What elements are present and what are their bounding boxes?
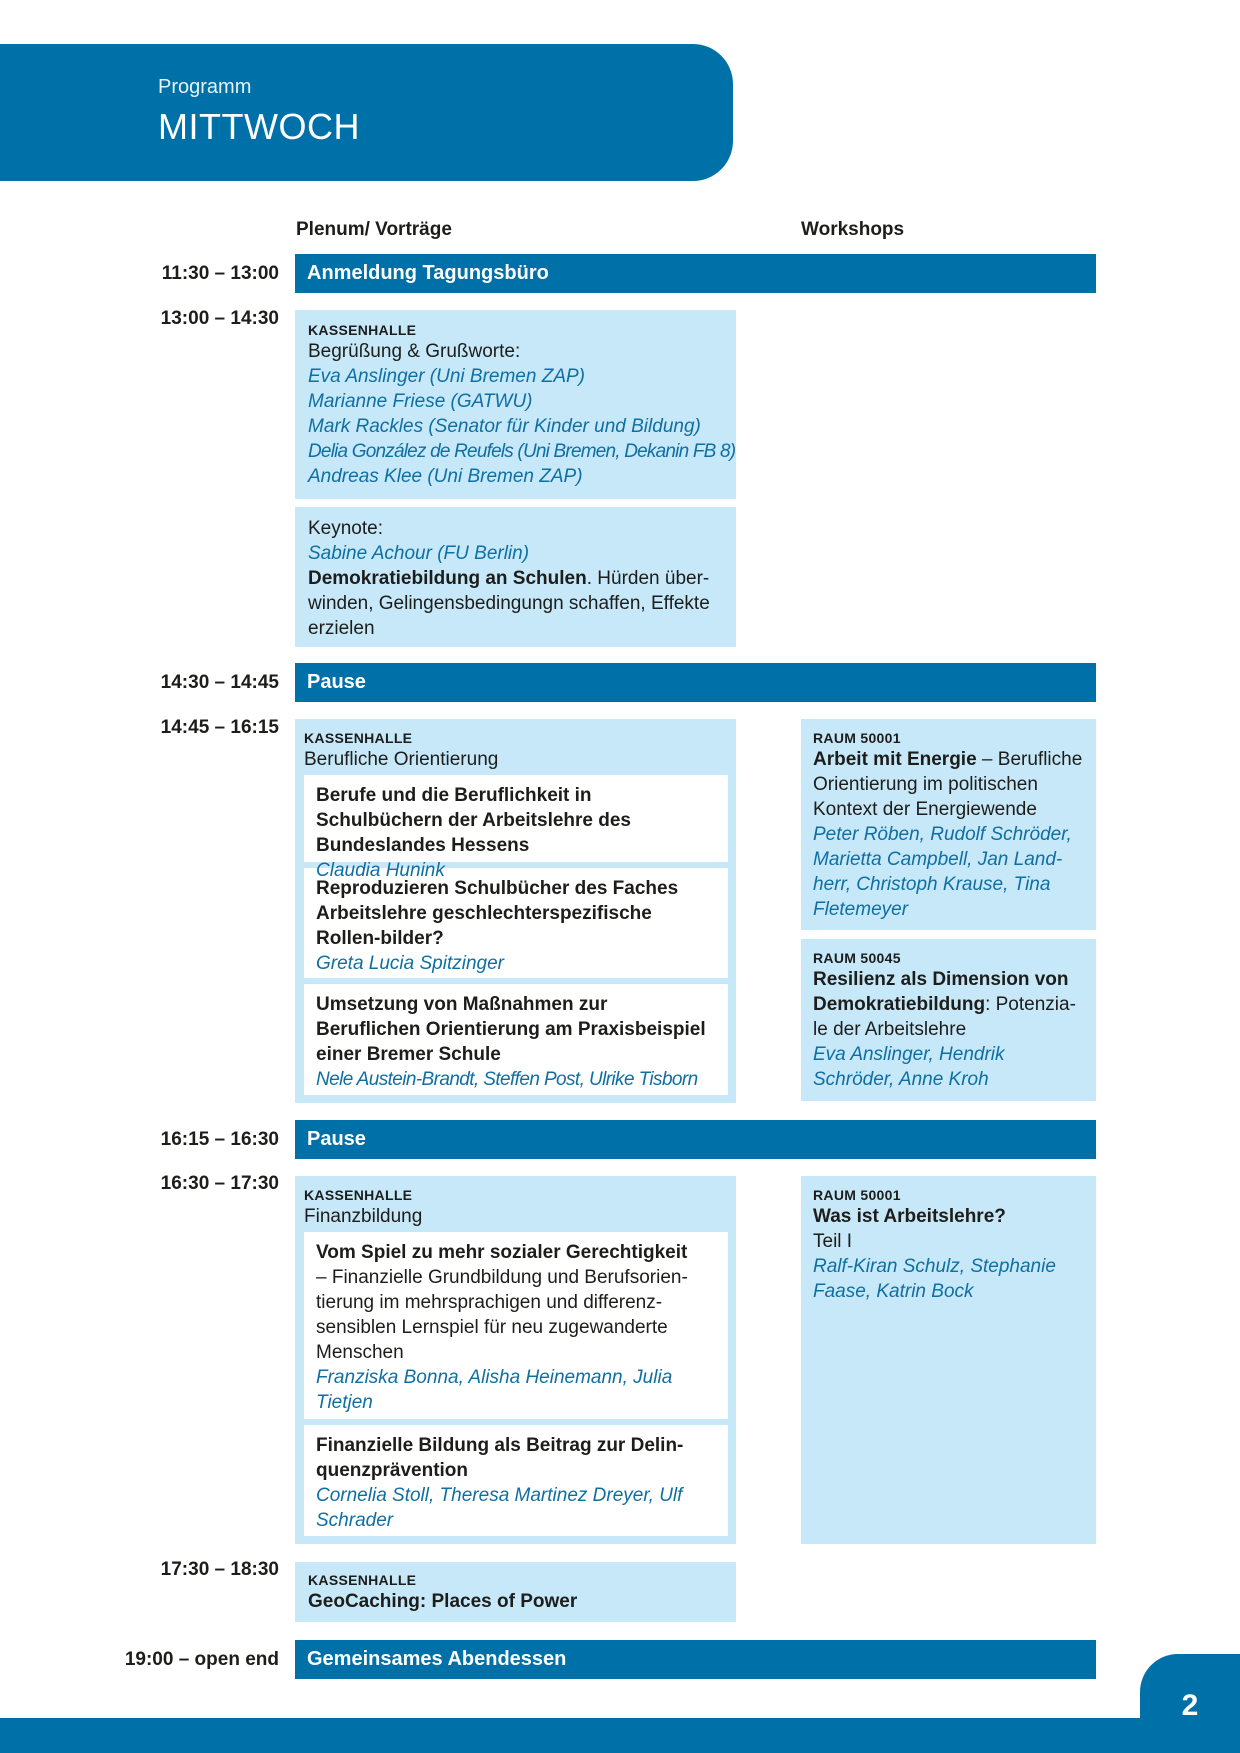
session-topic: Finanzbildung [304, 1206, 423, 1227]
room-label: KASSENHALLE [304, 1187, 413, 1203]
talk-card [304, 868, 728, 978]
room-label: KASSENHALLE [308, 322, 417, 338]
geocaching-box [295, 1562, 736, 1622]
talk-title: Umsetzung von Maßnahmen zur Beruflichen Orientierung am Praxisbeispiel einer Bremer Schule [316, 994, 706, 1065]
workshop-authors: Ralf-Kiran Schulz, Stephanie Faase, Katrin Bock [813, 1256, 1056, 1302]
speaker: Andreas Klee (Uni Bremen ZAP) [308, 466, 583, 487]
workshop-box [801, 719, 1096, 930]
talk-card [304, 1232, 728, 1419]
session-title: GeoCaching: Places of Power [308, 1591, 578, 1612]
talk-authors: Nele Austein-Brandt, Steffen Post, Ulrike Tisborn [316, 1069, 698, 1090]
column-heading-workshops: Workshops [801, 219, 905, 240]
time-slot: 16:15 – 16:30 [160, 1129, 279, 1150]
time-slot: 11:30 – 13:00 [161, 263, 279, 284]
band-pause: Pause [295, 1120, 1096, 1159]
header-banner [0, 44, 733, 181]
talk-authors: Cornelia Stoll, Theresa Martinez Dreyer, Ulf Schrader [316, 1485, 683, 1531]
keynote-title-bold: Demokratiebildung an Schulen [308, 568, 587, 589]
workshop-title-bold: Arbeit mit Energie [813, 749, 977, 770]
room-label: KASSENHALLE [304, 730, 413, 746]
time-slot: 19:00 – open end [124, 1649, 279, 1670]
talk-title: Finanzielle Bildung als Beitrag zur Delin-quenzprävention [316, 1435, 684, 1481]
room-label: RAUM 50001 [813, 730, 901, 746]
talk-authors: Greta Lucia Spitzinger [316, 953, 504, 974]
welcome-box [295, 310, 736, 499]
talk-title: Berufe und die Beruflichkeit in Schulbüchern der Arbeitslehre des Bundeslandes Hessens [316, 785, 631, 856]
talk-card [304, 984, 728, 1095]
session-box-berufliche-orientierung [295, 719, 736, 1103]
session-box-finanzbildung [295, 1176, 736, 1544]
workshop-title [813, 747, 1086, 822]
page-title: MITTWOCH [158, 106, 360, 147]
workshop-title: Was ist Arbeitslehre? [813, 1206, 1006, 1227]
speaker: Sabine Achour (FU Berlin) [308, 543, 530, 564]
session-title: Begrüßung & Grußworte: [308, 341, 521, 362]
room-label: KASSENHALLE [308, 1572, 417, 1588]
time-slot: 16:30 – 17:30 [160, 1173, 279, 1194]
keynote-box [295, 507, 736, 647]
speaker: Delia González de Reufels (Uni Bremen, Dekanin FB 8) [308, 441, 736, 462]
header-kicker: Programm [158, 76, 252, 98]
talk-title: Vom Spiel zu mehr sozialer Gerechtigkeit [316, 1242, 688, 1263]
talk-subtitle: – Finanzielle Grundbildung und Berufsorien-tierung im mehrsprachigen und differenz-sensiblen Lernspiel für neu zugewanderte Menschen [316, 1267, 688, 1363]
keynote-label: Keynote: [308, 518, 383, 539]
time-slot: 13:00 – 14:30 [160, 308, 279, 329]
column-heading-plenum: Plenum/ Vorträge [296, 219, 452, 240]
page-number: 2 [1181, 1689, 1199, 1722]
time-slot: 17:30 – 18:30 [160, 1559, 279, 1580]
talk-card [304, 1425, 728, 1536]
talk-title: Reproduzieren Schulbücher des Faches Arbeitslehre geschlechterspezifische Rollen-bilder? [316, 878, 679, 949]
workshop-title [813, 967, 1086, 1042]
speaker: Mark Rackles (Senator für Kinder und Bildung) [308, 416, 701, 437]
keynote-title [308, 566, 726, 641]
workshop-title-rest: – Berufliche Orientierung im politischen Kontext der Energiewende [813, 749, 1083, 820]
talk-card [304, 775, 728, 881]
speaker: Marianne Friese (GATWU) [308, 391, 533, 412]
workshop-title-bold: Resilienz als Dimension von Demokratiebildung [813, 969, 1069, 1015]
band-dinner: Gemeinsames Abendessen [295, 1640, 1096, 1679]
talk-authors: Claudia Hunink [316, 860, 445, 881]
time-slot: 14:45 – 16:15 [160, 717, 279, 738]
time-slot: 14:30 – 14:45 [160, 672, 279, 693]
workshop-authors: Eva Anslinger, Hendrik Schröder, Anne Kroh [813, 1044, 1005, 1090]
session-topic: Berufliche Orientierung [304, 749, 499, 770]
room-label: RAUM 50001 [813, 1187, 901, 1203]
workshop-part: Teil I [813, 1231, 853, 1252]
footer-bar [0, 1718, 1240, 1753]
workshop-title-rest: : Potenzia-le der Arbeitslehre [813, 994, 1076, 1040]
workshop-authors: Peter Röben, Rudolf Schröder, Marietta Campbell, Jan Land-herr, Christoph Krause, Tina Fletemeyer [813, 824, 1072, 920]
keynote-title-rest: . Hürden über-winden, Gelingensbedingungn schaffen, Effekte erzielen [308, 568, 710, 639]
band-registration: Anmeldung Tagungsbüro [295, 254, 1096, 293]
workshop-box [801, 939, 1096, 1101]
speaker: Eva Anslinger (Uni Bremen ZAP) [308, 366, 586, 387]
band-pause: Pause [295, 663, 1096, 702]
room-label: RAUM 50045 [813, 950, 901, 966]
talk-authors: Franziska Bonna, Alisha Heinemann, Julia Tietjen [316, 1367, 673, 1413]
workshop-box [801, 1176, 1096, 1544]
